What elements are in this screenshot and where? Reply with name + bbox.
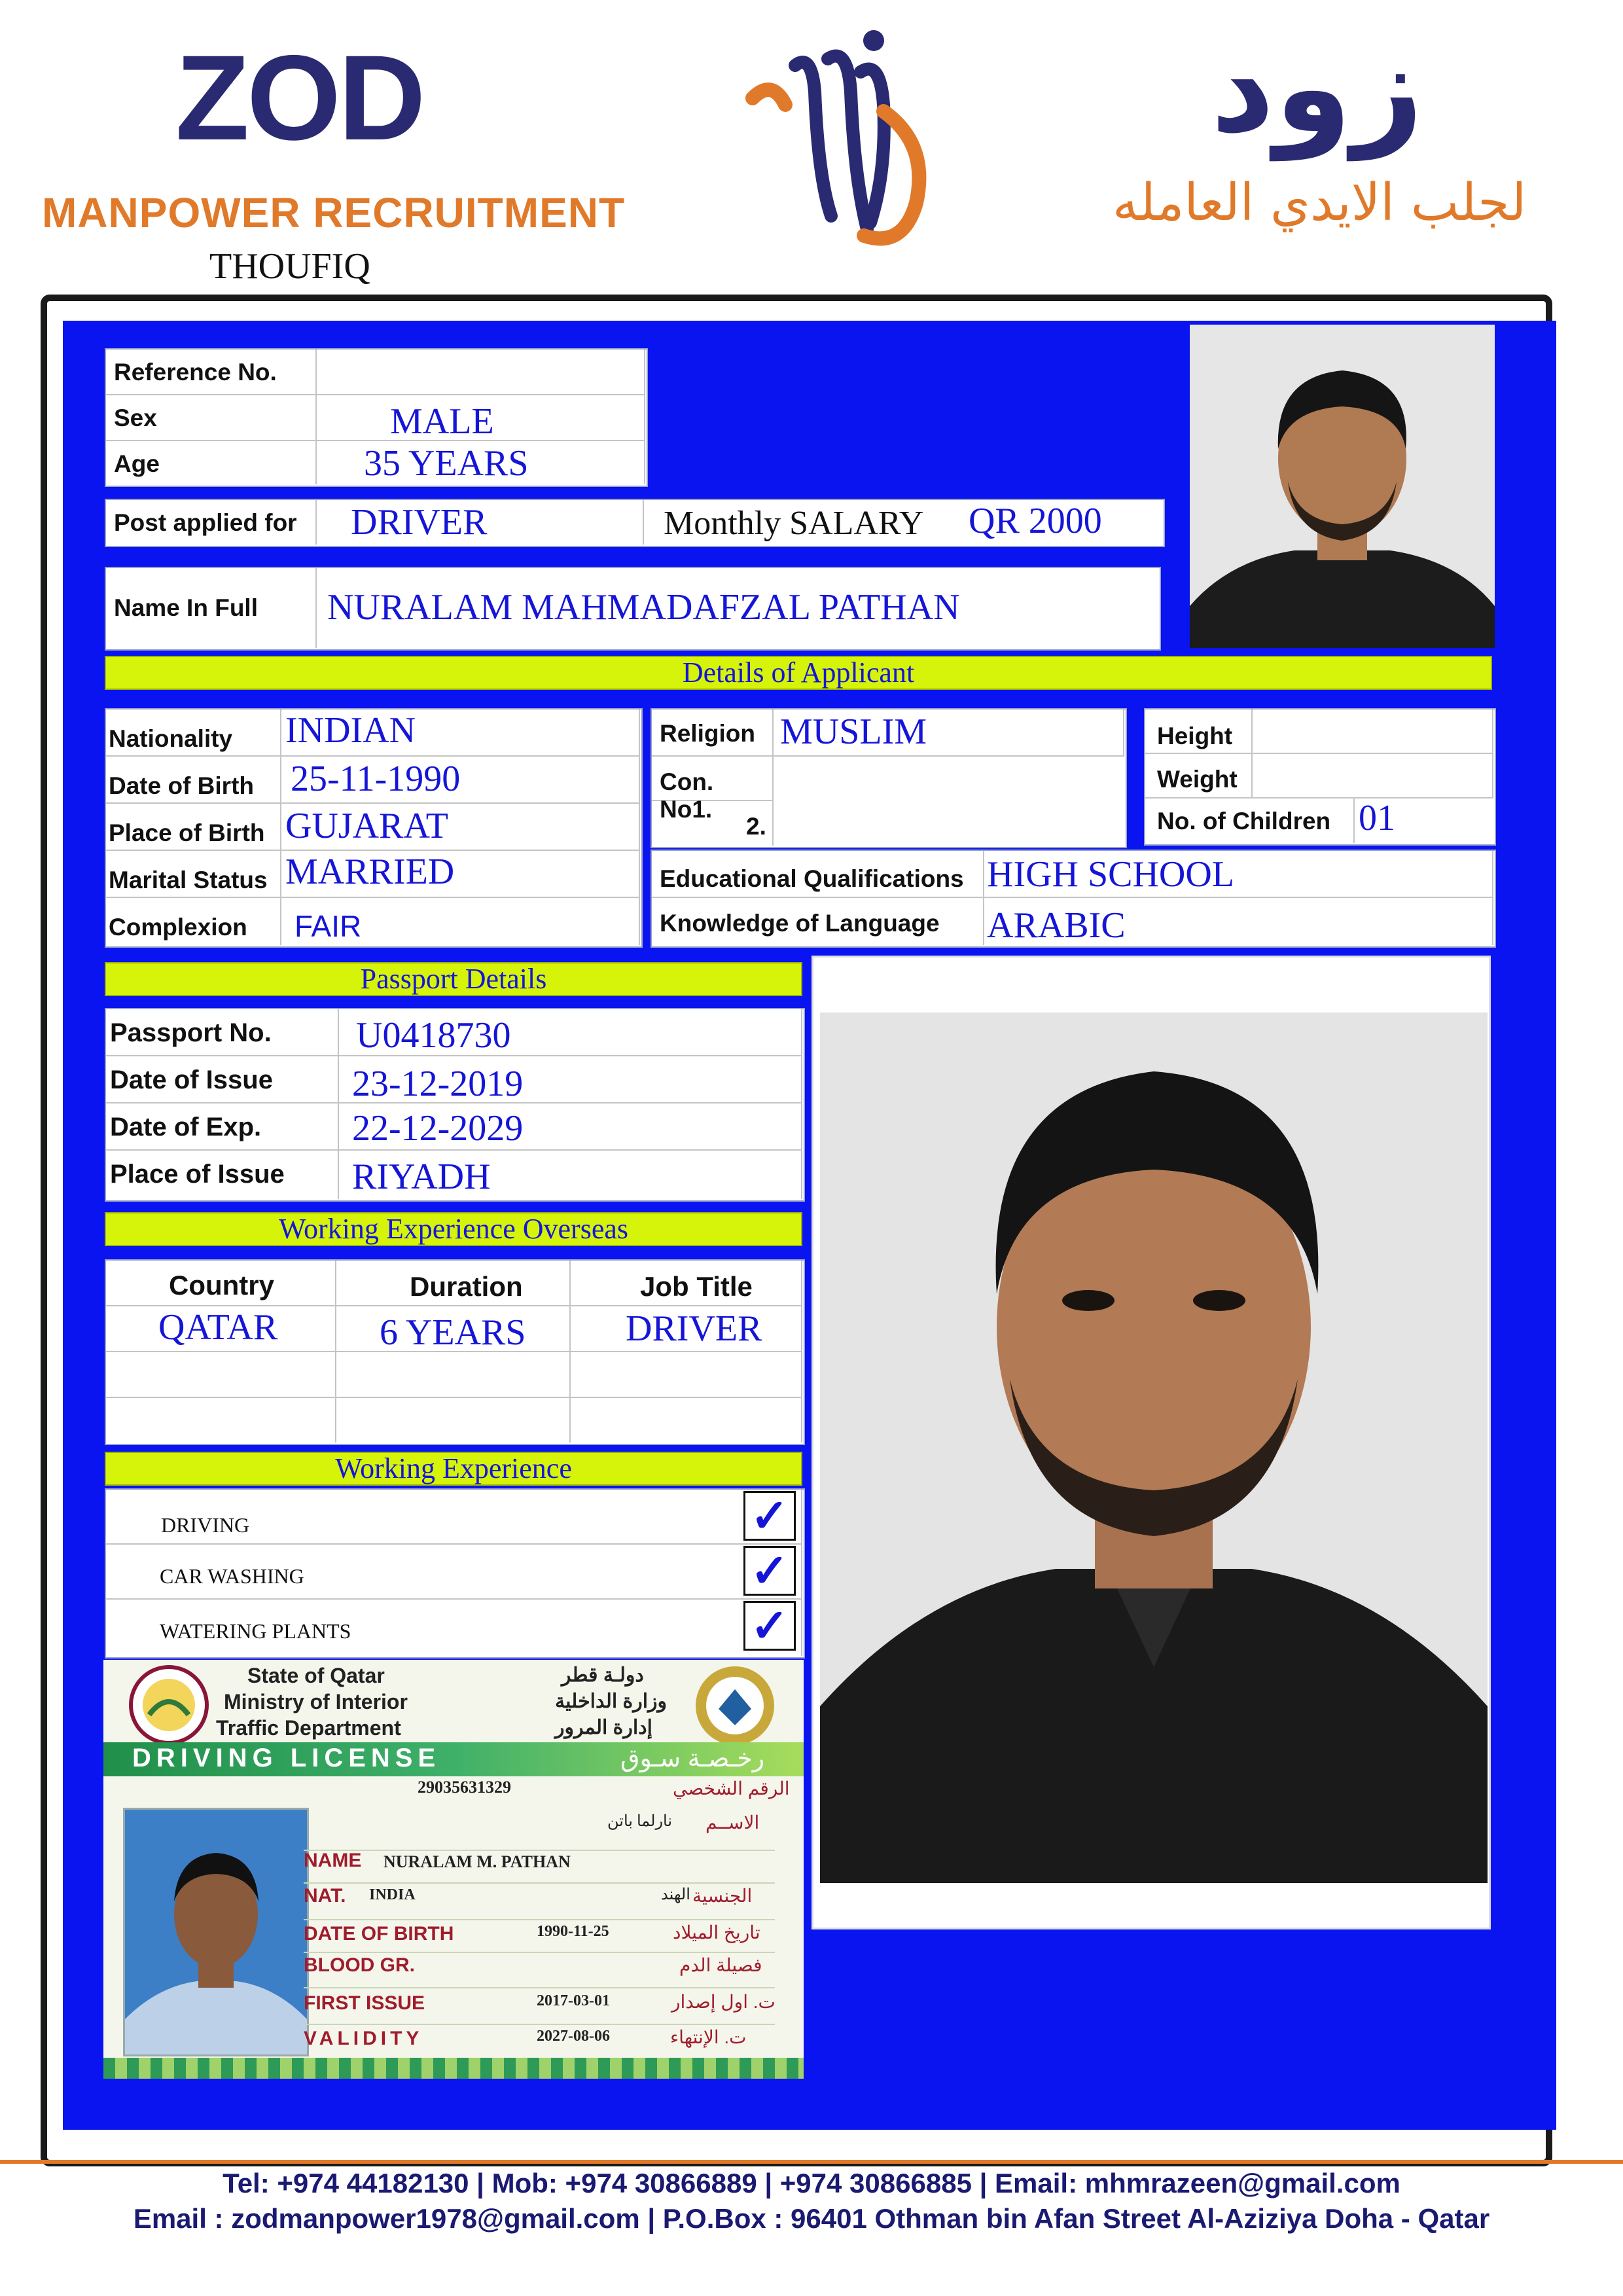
footer-contact-line1: Tel: +974 44182130 | Mob: +974 30866889 | +974 30866885 | Email: mhmrazeen@gmail.com — [223, 2168, 1400, 2198]
col-country-header: Country — [169, 1270, 274, 1300]
license-row-divider — [304, 1919, 775, 1920]
license-dob-ar: تاريخ الميلاد — [673, 1922, 760, 1943]
license-validity-ar: ت. الإنتهاء — [670, 2027, 747, 2047]
license-name-label-ar: الاســم — [705, 1812, 760, 1833]
reference-label: Reference No. — [114, 359, 277, 386]
section-overseas-experience: Working Experience Overseas — [105, 1212, 802, 1246]
religion-value: MUSLIM — [780, 711, 927, 752]
identity-table — [105, 348, 648, 487]
license-row-divider — [304, 2024, 775, 2025]
license-photo — [123, 1808, 309, 2056]
skill-watering-plants: WATERING PLANTS — [160, 1619, 351, 1643]
agent-name: THOUFIQ — [209, 246, 370, 287]
marital-value: MARRIED — [285, 852, 455, 892]
dob-label: Date of Birth — [109, 772, 254, 799]
education-label: Educational Qualifications — [660, 865, 964, 892]
language-value: ARABIC — [987, 905, 1126, 946]
issue-date-value: 23-12-2019 — [352, 1064, 524, 1104]
license-department-ar: إدارة المرور — [555, 1717, 652, 1738]
license-state: State of Qatar — [247, 1664, 385, 1687]
sex-label: Sex — [114, 404, 157, 431]
experience-list — [105, 1488, 805, 1659]
age-label: Age — [114, 450, 160, 477]
sex-value: MALE — [390, 401, 494, 442]
license-validity-label: VALIDITY — [304, 2028, 423, 2049]
post-row — [105, 499, 1165, 547]
col-job-header: Job Title — [640, 1271, 753, 1302]
license-nat-label: NAT. — [304, 1885, 346, 1907]
applicant-photo-small — [1190, 325, 1495, 648]
passport-no-label: Passport No. — [110, 1018, 272, 1047]
license-row-divider — [304, 1882, 775, 1884]
issue-place-value: RIYADH — [352, 1157, 491, 1197]
overseas-table — [105, 1259, 805, 1445]
license-department: Traffic Department — [216, 1716, 401, 1740]
brand-logo-text: ZOD — [175, 31, 423, 166]
passport-no-value: U0418730 — [356, 1015, 511, 1056]
language-label: Knowledge of Language — [660, 910, 940, 937]
check-car-washing-icon[interactable]: ✓ — [743, 1546, 796, 1596]
license-first-issue: 2017-03-01 — [537, 1992, 610, 2009]
license-name-ar: نارلما باتن — [607, 1813, 673, 1830]
license-dob-label: DATE OF BIRTH — [304, 1923, 454, 1945]
education-value: HIGH SCHOOL — [987, 854, 1234, 895]
brand-emblem-icon — [733, 13, 949, 262]
salary-value: QR 2000 — [969, 501, 1102, 541]
license-blood-label: BLOOD GR. — [304, 1954, 415, 1976]
expiry-date-value: 22-12-2029 — [352, 1108, 524, 1149]
physical-details-table — [1144, 708, 1496, 846]
license-pattern-band — [103, 2058, 804, 2079]
name-value: NURALAM MAHMADAFZAL PATHAN — [327, 587, 960, 628]
overseas-job: DRIVER — [626, 1308, 762, 1349]
skill-car-washing: CAR WASHING — [160, 1564, 304, 1588]
applicant-photo-large — [820, 1013, 1488, 1883]
issue-place-label: Place of Issue — [110, 1160, 285, 1189]
passport-table — [105, 1008, 805, 1202]
check-watering-plants-icon[interactable]: ✓ — [743, 1601, 796, 1651]
license-validity: 2027-08-06 — [537, 2028, 610, 2045]
license-ministry: Ministry of Interior — [224, 1690, 408, 1713]
license-name-label: NAME — [304, 1850, 362, 1871]
weight-label: Weight — [1157, 766, 1238, 793]
portrait-small-icon — [1190, 325, 1495, 648]
expiry-date-label: Date of Exp. — [110, 1113, 262, 1141]
skill-driving: DRIVING — [161, 1513, 250, 1537]
children-value: 01 — [1359, 798, 1395, 838]
post-label: Post applied for — [114, 509, 297, 536]
license-row-divider — [304, 1987, 775, 1988]
religion-contact-table — [651, 708, 1127, 848]
post-value: DRIVER — [351, 502, 488, 543]
name-label: Name In Full — [114, 594, 258, 621]
license-id-label-ar: الرقم الشخصي — [673, 1778, 790, 1799]
nationality-label: Nationality — [109, 725, 233, 752]
brand-tagline: MANPOWER RECRUITMENT — [42, 189, 626, 236]
dob-value: 25-11-1990 — [291, 759, 461, 799]
gcc-emblem-icon — [686, 1660, 784, 1751]
license-nat-value-ar: الهند — [661, 1886, 690, 1903]
footer-contact-line2: Email : zodmanpower1978@gmail.com | P.O.Box : 96401 Othman bin Afan Street Al-Aziziya Doha - Qatar — [133, 2203, 1490, 2234]
education-language-table — [651, 850, 1496, 948]
license-dob: 1990-11-25 — [537, 1923, 609, 1940]
overseas-duration: 6 YEARS — [380, 1312, 526, 1353]
children-label: No. of Children — [1157, 808, 1331, 834]
section-working-experience: Working Experience — [105, 1452, 802, 1486]
license-ministry-ar: وزارة الداخلية — [555, 1691, 668, 1712]
license-nat: INDIA — [369, 1886, 416, 1903]
portrait-large-icon — [820, 1013, 1488, 1883]
qatar-emblem-icon — [123, 1662, 215, 1748]
license-blood-ar: فصيلة الدم — [679, 1955, 762, 1975]
brand-tagline-arabic: لجلب الايدي العامله — [1113, 173, 1527, 232]
license-row-divider — [304, 1952, 775, 1953]
age-value: 35 YEARS — [364, 443, 529, 484]
applicant-photo-frame — [812, 956, 1491, 1929]
license-row-divider — [304, 1850, 775, 1851]
license-state-ar: دولـة قطر — [562, 1664, 644, 1686]
license-nat-ar: الجنسية — [692, 1886, 753, 1906]
issue-date-label: Date of Issue — [110, 1066, 273, 1094]
footer-rule — [0, 2160, 1623, 2164]
license-title-ar: رخـصـة سـوق — [620, 1745, 765, 1772]
col-duration-header: Duration — [410, 1271, 523, 1302]
pob-label: Place of Birth — [109, 819, 265, 846]
religion-label: Religion — [660, 720, 755, 747]
brand-logo-arabic: زود — [1211, 16, 1423, 160]
portrait-license-icon — [125, 1810, 307, 2054]
complexion-label: Complexion — [109, 914, 247, 941]
pob-value: GUJARAT — [285, 806, 448, 846]
section-passport-details: Passport Details — [105, 962, 802, 996]
overseas-country: QATAR — [158, 1307, 278, 1348]
contact1-label: Con. No1. — [660, 768, 714, 823]
license-first-issue-ar: ت. اول إصدار — [671, 1992, 776, 2012]
license-name: NURALAM M. PATHAN — [383, 1852, 571, 1871]
complexion-value: FAIR — [294, 909, 362, 943]
driving-license-card — [103, 1660, 804, 2079]
license-id-number: 29035631329 — [418, 1778, 511, 1797]
license-title: DRIVING LICENSE — [132, 1744, 441, 1772]
salary-label: Monthly SALARY — [664, 505, 924, 542]
height-label: Height — [1157, 723, 1233, 749]
check-driving-icon[interactable]: ✓ — [743, 1491, 796, 1541]
nationality-value: INDIAN — [285, 710, 416, 751]
personal-details-table — [105, 708, 643, 948]
contact2-label: 2. — [746, 813, 766, 840]
marital-label: Marital Status — [109, 867, 268, 893]
license-first-issue-label: FIRST ISSUE — [304, 1992, 425, 2014]
section-details-applicant: Details of Applicant — [105, 656, 1492, 690]
name-row — [105, 567, 1161, 651]
